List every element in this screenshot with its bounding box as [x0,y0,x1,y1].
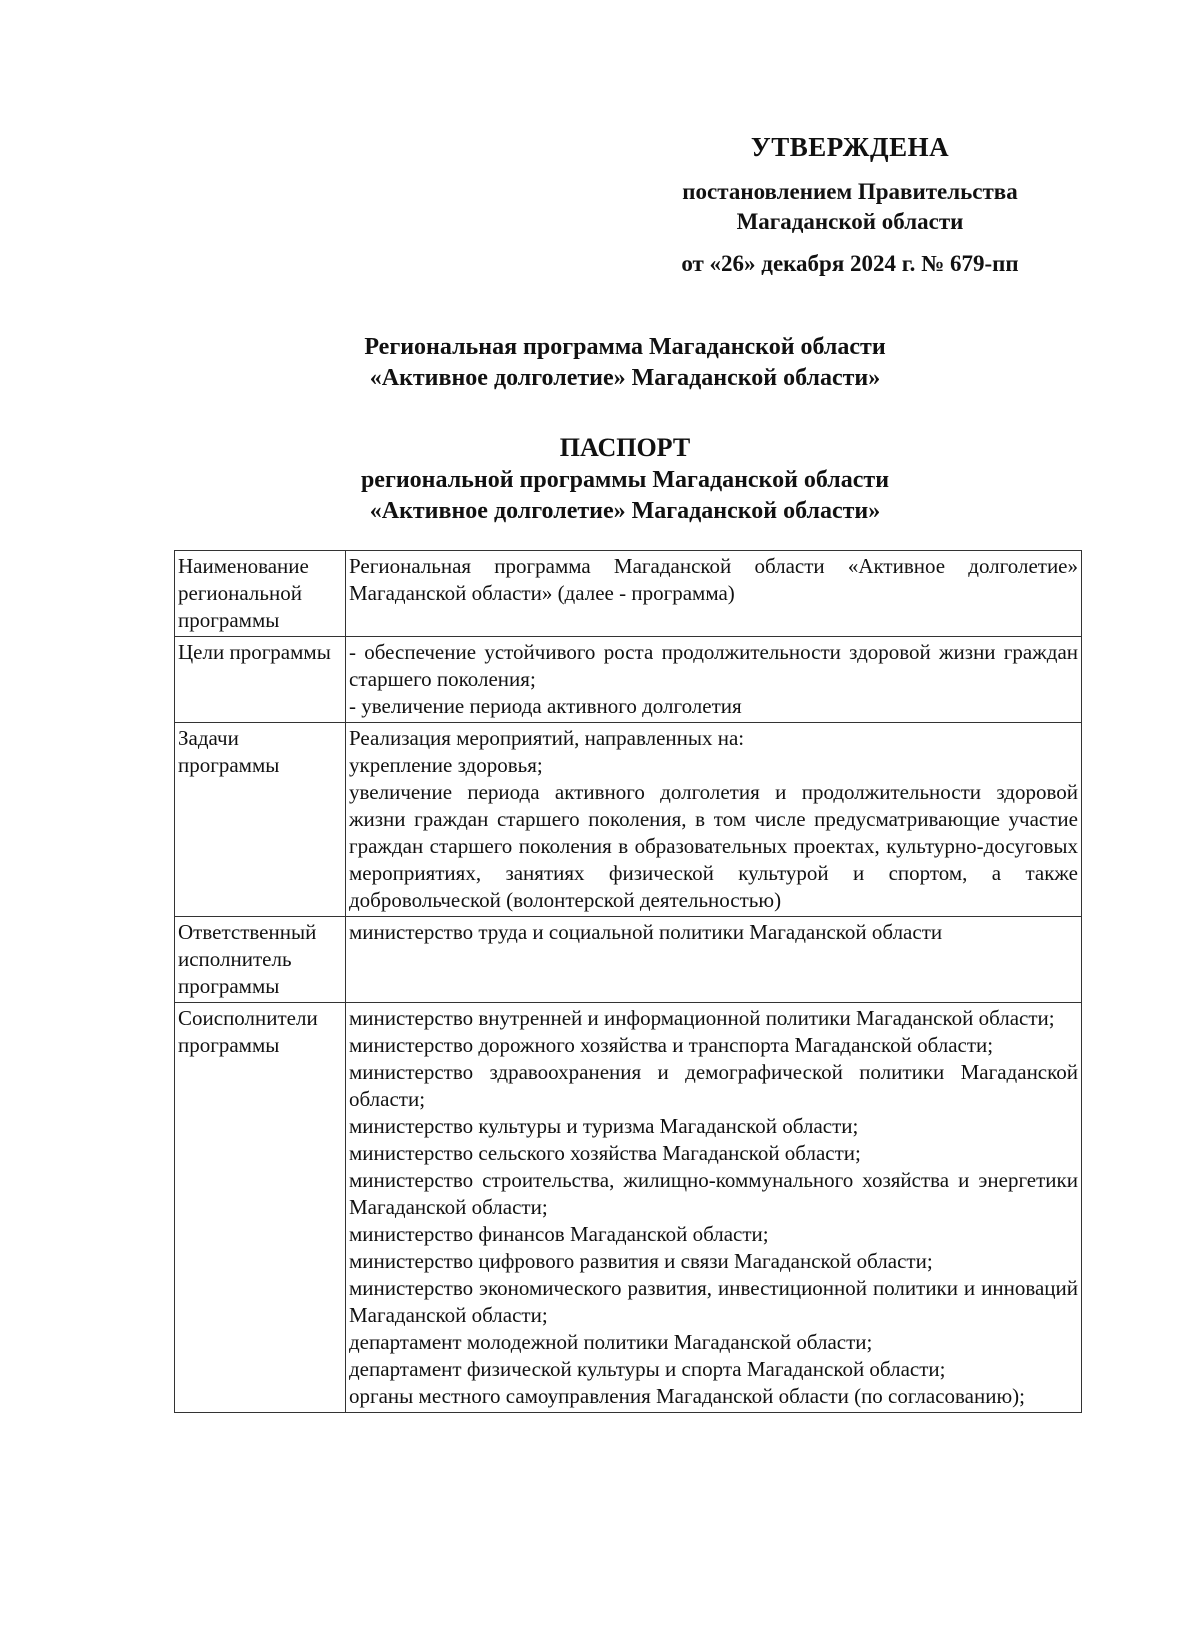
table-row [175,917,1082,1003]
row-label: Ответственный исполнитель программы [175,917,346,1003]
row-label: Наименование региональной программы [175,551,346,637]
table-row [175,1003,1082,1413]
row-label: Соисполнители программы [175,1003,346,1413]
value-line: министерство цифрового развития и связи Магаданской области; [349,1249,933,1273]
row-value [346,1003,1082,1413]
row-value [346,917,1082,1003]
table-row [175,723,1082,917]
row-label: Задачи программы [175,723,346,917]
program-title-line-1: Региональная программа Магаданской области [364,334,886,360]
row-value [346,551,1082,637]
value-line: Региональная программа Магаданской области «Активное долголетие» Магаданской области» (далее - программа) [349,554,1078,605]
value-line: министерство внутренней и информационной политики Магаданской области; [349,1006,1055,1030]
row-label: Цели программы [175,637,346,723]
passport-title-line-2: «Активное долголетие» Магаданской области» [369,498,881,524]
value-line: департамент молодежной политики Магаданской области; [349,1330,873,1354]
value-line: Реализация мероприятий, направленных на: [349,726,745,750]
value-line: министерство экономического развития, инвестиционной политики и инноваций Магаданской области; [349,1276,1078,1327]
passport-title: ПАСПОРТ [559,433,691,462]
program-title-line-2: «Активное долголетие» Магаданской области» [369,365,881,391]
value-line: министерство здравоохранения и демографической политики Магаданской области; [349,1060,1078,1111]
approval-date: от «26» декабря 2024 г. № 679-пп [681,251,1019,276]
table-row [175,637,1082,723]
passport-heading [170,432,1080,527]
approval-line-1: постановлением Правительства [682,179,1018,204]
value-line: министерство сельского хозяйства Магаданской области; [349,1141,861,1165]
value-line: - обеспечение устойчивого роста продолжительности здоровой жизни граждан старшего поколения; [349,640,1078,691]
approval-stamp [640,132,1060,279]
value-line: укрепление здоровья; [349,753,543,777]
passport-title-line-1: региональной программы Магаданской области [360,467,890,493]
value-line: министерство строительства, жилищно-коммунального хозяйства и энергетики Магаданской области; [349,1168,1078,1219]
value-line: - увеличение периода активного долголетия [349,694,742,718]
value-line: увеличение периода активного долголетия и продолжительности здоровой жизни граждан старшего поколения, в том числе предусматривающие участие граждан старшего поколения в образовательных проектах, культурно-досуговых мероприятиях, занятиях физической культурой и спортом, а также добровольческой (волонтерской деятельностью) [349,780,1078,912]
value-line: органы местного самоуправления Магаданской области (по согласованию); [349,1384,1025,1408]
program-title [170,332,1080,394]
approval-title: УТВЕРЖДЕНА [750,132,950,162]
value-line: министерство труда и социальной политики Магаданской области [349,920,943,944]
row-value [346,637,1082,723]
passport-table [174,550,1082,1413]
value-line: департамент физической культуры и спорта Магаданской области; [349,1357,946,1381]
row-value [346,723,1082,917]
value-line: министерство финансов Магаданской области; [349,1222,769,1246]
value-line: министерство дорожного хозяйства и транспорта Магаданской области; [349,1033,994,1057]
approval-line-2: Магаданской области [736,209,964,234]
table-row [175,551,1082,637]
value-line: министерство культуры и туризма Магаданской области; [349,1114,859,1138]
